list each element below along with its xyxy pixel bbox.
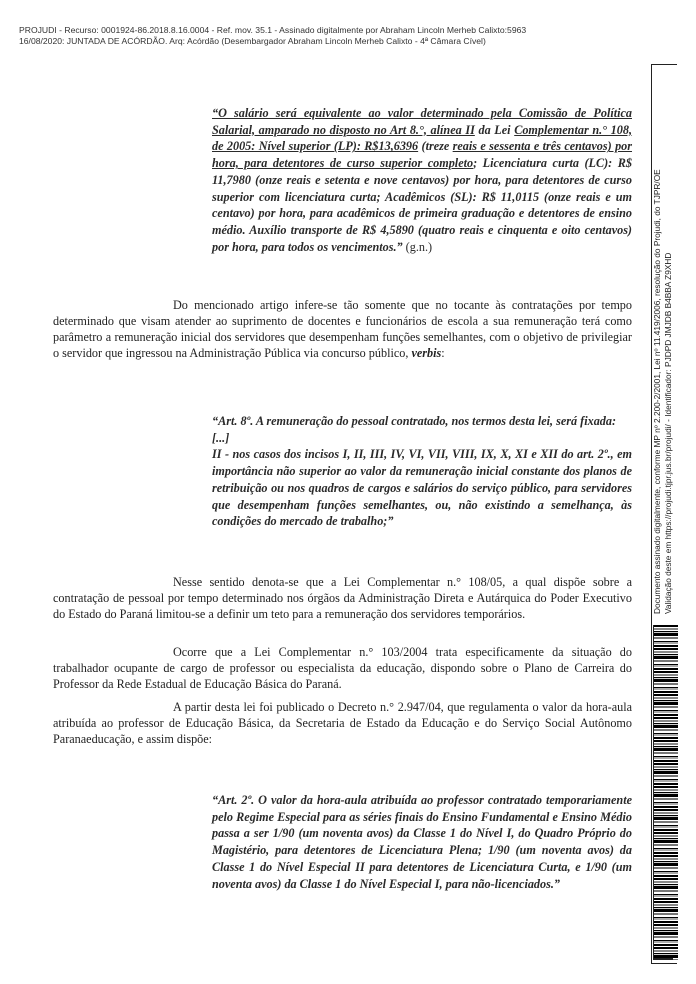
barcode-end-mark xyxy=(653,958,673,960)
quote3-text: “Art. 2º. O valor da hora-aula atribuída ao professor contratado temporariamente pelo Regime Especial para as séries finais do Ensino Fundamental e Ensino Médio passa a ser 1/90 (um noventa avos) da Classe 1 do Nível I, do Quadro Próprio do Magistério, para detentores de Licenciatura Plena; 1/90 (um noventa avos) da Classe 1 do Nível Especial II para detentores de Licenciatura Curta, e 1/90 (um noventa avos) da Classe 1 do Nível Especial I, para não-licenciados.” xyxy=(212,793,632,891)
quote1-underlined-5: reais e sessenta e três centavos) por hora, para detentores de curso superior completo xyxy=(212,139,633,171)
signature-sidebar-text xyxy=(652,64,676,624)
signature-line-2: Validação deste em https://projudi.tjpr.jus.br/projudi/ - Identificador: PJDPD JMJDB B4BBA Z9XHD xyxy=(663,252,673,614)
quote-block-2 xyxy=(212,413,632,530)
paragraph-3 xyxy=(53,644,632,692)
paragraph-2 xyxy=(53,574,632,622)
paragraph-2-text: Nesse sentido denota-se que a Lei Complementar n.° 108/05, a qual dispõe sobre a contratação de pessoal por tempo determinado nos órgãos da Administração Direta e Autárquica do Poder Executivo do Estado do Paraná limitou-se a definir um teto para a remuneração dos servidores temporários. xyxy=(53,575,632,621)
quote1-citation: (g.n.) xyxy=(402,239,433,254)
quote2-line-3: II - nos casos dos incisos I, II, III, IV, VI, VII, VIII, IX, X, XI e XII do art. 2º., em importância não superior ao valor da remuneração inicial constante dos planos de retribuição ou nos quadros de cargos e salários do serviço público, para servidores que desempenham funções semelhantes, ou, não existindo a semelhança, às condições do mercado de trabalho;” xyxy=(212,447,632,529)
paragraph-1-text: Do mencionado artigo infere-se tão somente que no tocante às contratações por tempo determinado que visam atender ao suprimento de docentes e funcionários de escola a sua remuneração terá como parâmetro a remuneração inicial dos servidores que desempenham funções semelhantes, com o objetivo de privilegiar o servidor que ingressou na Administração Pública via concurso público, xyxy=(53,298,632,360)
quote1-text-2: da Lei xyxy=(474,122,515,137)
quote2-line-2: [...] xyxy=(212,430,230,445)
paragraph-1-emphasis: verbis xyxy=(411,346,442,360)
quote1-underlined-3: Complementar n.° 108, de 2005: Nível superior (LP): R$13,6396 xyxy=(212,122,633,154)
paragraph-4-text: A partir desta lei foi publicado o Decreto n.° 2.947/04, que regulamenta o valor da hora-aula atribuída ao professor de Educação Básica, da Secretaria de Estado da Educação e do Serviço Social Autônomo Paranaeducação, e assim dispõe: xyxy=(53,700,632,746)
paragraph-4 xyxy=(53,699,632,747)
quote1-underlined-1: “O salário será equivalente ao valor determinado pela Comissão de Política Salarial, amparado no disposto no Art 8.°, alínea II xyxy=(212,106,632,137)
quote1-text-4: (treze xyxy=(418,139,453,154)
quote-block-3 xyxy=(212,792,632,892)
paragraph-1-end: : xyxy=(441,346,445,360)
quote2-line-1: “Art. 8º. A remuneração do pessoal contratado, nos termos desta lei, será fixada: xyxy=(212,414,617,428)
quote-block-1 xyxy=(212,105,632,255)
paragraph-1 xyxy=(53,297,632,361)
document-header xyxy=(19,25,639,47)
quote1-text-6: ; Licenciatura curta (LC): R$ 11,7980 (onze reais e setenta e nove centavos) por hora, para detentores de curso superior com licenciatura curta; Acadêmicos (SL): R$ 11,0115 (onze reais e um centavo) por hora, para acadêmicos de primeira graduação e detentores de ensino médio. Auxílio transporte de R$ 4,5890 (quatro reais e cinquenta e oito centavos) por hora, para todos os vencimentos.” xyxy=(212,156,632,254)
header-line-1: PROJUDI - Recurso: 0001924-86.2018.8.16.0004 - Ref. mov. 35.1 - Assinado digitalmente por Abraham Lincoln Merheb Calixto:5963 xyxy=(19,25,527,35)
header-line-2: 16/08/2020: JUNTADA DE ACÓRDÃO. Arq: Acórdão (Desembargador Abraham Lincoln Merheb Calixto - 4ª Câmara Cível) xyxy=(19,36,486,46)
paragraph-3-text: Ocorre que a Lei Complementar n.° 103/2004 trata especificamente da situação do trabalhador ocupante de cargo de professor ou especialista da educação, dispondo sobre o Plano de Carreira do Professor da Rede Estadual de Educação Básica do Paraná. xyxy=(53,645,632,691)
barcode-icon xyxy=(653,625,678,960)
signature-line-1: Documento assinado digitalmente, conforme MP nº 2.200-2/2001, Lei nº 11.419/2006, resolução do Projudi, do TJPR/OE xyxy=(652,169,662,614)
